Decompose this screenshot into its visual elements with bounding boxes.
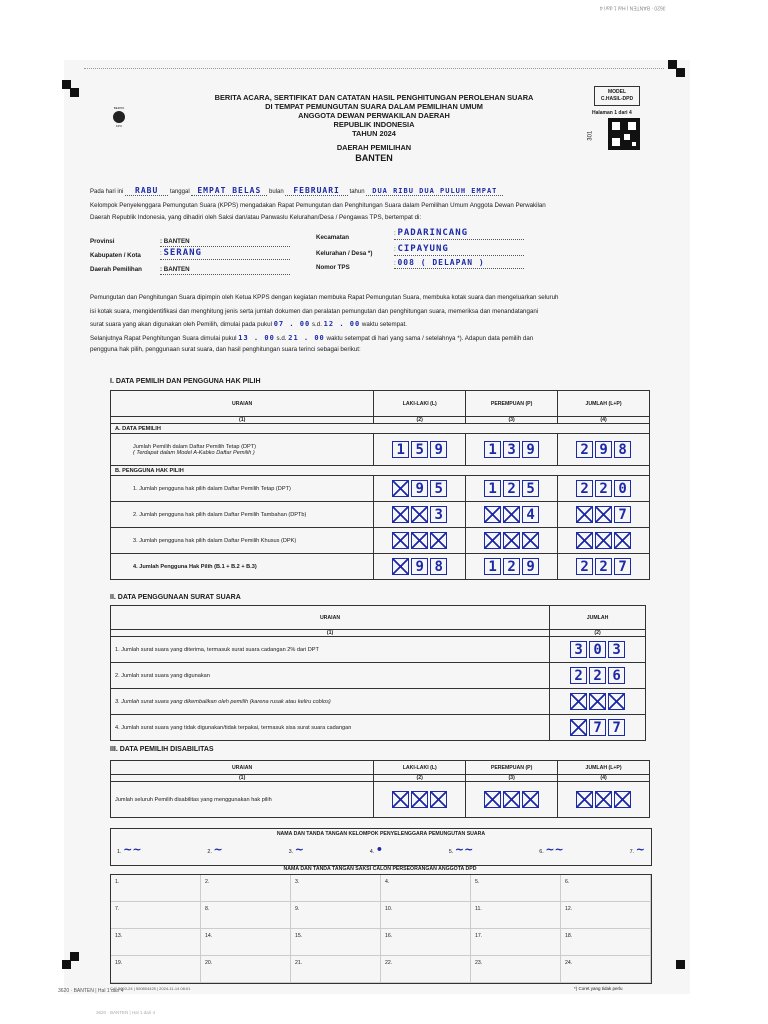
ballot-row-label: 4. Jumlah surat suara yang tidak digunakan/tidak terpakai, termasuk sisa surat suara cadangan (111, 715, 550, 741)
b4-j-cell (558, 554, 650, 580)
digit-boxes (562, 480, 645, 497)
model-line: C.HASIL-DPD (600, 95, 634, 102)
slot-number: 2. (207, 849, 212, 855)
kpu-logo: BERITA KPU (113, 106, 125, 128)
section2-title: II. DATA PENGGUNAAN SURAT SUARA (110, 594, 241, 601)
col-number: (3) (466, 417, 558, 424)
crossed-digit-box (430, 532, 447, 549)
digit-box: 0 (589, 641, 606, 658)
digit-box: 7 (608, 719, 625, 736)
col-j: JUMLAH (550, 606, 646, 630)
b2-label: 2. Jumlah pengguna hak pilih dalam Daftar Pemilih Tambahan (DPTb) (111, 502, 374, 528)
kelurahan-value: CIPAYUNG (397, 244, 449, 254)
region-label: DAERAH PEMILIHAN (336, 143, 412, 153)
saksi-slot (111, 875, 201, 902)
col-l: LAKI-LAKI (L) (374, 391, 466, 417)
qr-code (608, 118, 640, 150)
section1-title: I. DATA PEMILIH DAN PENGGUNA HAK PILIH (110, 378, 261, 385)
slot-number: 20. (205, 960, 213, 966)
digit-boxes (470, 558, 553, 575)
slot-number: 4. (369, 849, 375, 855)
crossed-digit-box (392, 532, 409, 549)
col-number: (4) (558, 417, 650, 424)
saksi-slot (111, 929, 201, 956)
crossed-digit-box (614, 791, 631, 808)
crossed-digit-box (595, 506, 612, 523)
digit-boxes (562, 791, 645, 808)
dis-j-cell (558, 782, 650, 818)
col-j: JUMLAH (L+P) (558, 391, 650, 417)
crossed-digit-box (503, 506, 520, 523)
saksi-title: NAMA DAN TANDA TANGAN SAKSI CALON PERSEORANGAN ANGGOTA DPD (283, 866, 477, 872)
col-number: (2) (550, 630, 646, 637)
crossed-digit-box (576, 791, 593, 808)
crossed-digit-box (503, 791, 520, 808)
b1-p-cell (466, 476, 558, 502)
digit-box: 1 (484, 558, 501, 575)
digit-box: 2 (595, 558, 612, 575)
kpps-slot: 5. ~~ (448, 843, 474, 856)
slot-number: 6. (539, 849, 544, 855)
slot-number: 7. (629, 849, 635, 855)
title-line: DI TEMPAT PEMUNGUTAN SUARA DALAM PEMILIHAN UMUM (265, 101, 483, 111)
registration-mark (70, 88, 79, 97)
document-title (174, 94, 574, 164)
region-value: BANTEN (355, 153, 393, 164)
slot-number: 19. (115, 960, 123, 966)
saksi-slot (381, 902, 471, 929)
col-number: (2) (374, 417, 466, 424)
saksi-slot (381, 929, 471, 956)
crossed-digit-box (570, 719, 587, 736)
digit-box: 1 (484, 441, 501, 458)
paragraph-text: surat suara yang akan digunakan oleh Pemilih, dimulai pada pukul (90, 321, 272, 328)
digit-boxes (554, 667, 641, 684)
digit-box: 3 (503, 441, 520, 458)
ballot-row-label: 2. Jumlah surat suara yang digunakan (111, 663, 550, 689)
digit-box: 9 (595, 441, 612, 458)
title-line: TAHUN 2024 (352, 128, 396, 138)
paragraph-text: Selanjutnya Rapat Penghitungan Suara dimulai pukul (90, 335, 237, 342)
year-value: DUA RIBU DUA PULUH EMPAT (366, 187, 503, 196)
digit-box: 9 (411, 480, 428, 497)
digit-box: 2 (570, 667, 587, 684)
slot-number: 17. (475, 933, 483, 939)
saksi-slot (561, 902, 651, 929)
col-number: (1) (111, 417, 374, 424)
dpt-label (111, 434, 374, 466)
crossed-digit-box (392, 506, 409, 523)
digit-boxes (562, 441, 645, 458)
col-uraian: URAIAN (111, 761, 374, 775)
digit-box: 2 (576, 441, 593, 458)
sd-label: s.d. (311, 321, 322, 328)
b3-l-cell (374, 528, 466, 554)
footer-note: *) Coret yang tidak perlu (574, 986, 623, 991)
kelurahan-label: Kelurahan / Desa *) (316, 250, 373, 257)
col-l: LAKI-LAKI (L) (374, 761, 466, 775)
slot-number: 14. (205, 933, 213, 939)
b2-p-cell (466, 502, 558, 528)
digit-boxes (378, 441, 461, 458)
date-label: tanggal (169, 189, 190, 195)
saksi-slot (471, 902, 561, 929)
provinsi-value: : BANTEN (160, 238, 290, 247)
digit-box: 0 (614, 480, 631, 497)
intro-text: Kelompok Penyelenggara Pemungutan Suara (KPPS) mengadakan Rapat Pemungutan dan Penghitungan Suara dalam Pemilihan Umum Anggota Dewan Perwakilan (90, 202, 546, 209)
col-number: (1) (111, 775, 374, 782)
col-j: JUMLAH (L+P) (558, 761, 650, 775)
saksi-slot (471, 956, 561, 983)
ballot-cell (550, 689, 646, 715)
slot-number: 3. (295, 879, 300, 885)
dpt-label-line: ( Terdapat dalam Model A-Kabko Daftar Pemilih ) (133, 449, 255, 456)
day-value: RABU (125, 186, 168, 196)
day-label: Pada hari ini (90, 189, 124, 195)
intro-line (90, 186, 670, 197)
col-number: (1) (111, 630, 550, 637)
b2-l-cell (374, 502, 466, 528)
model-line: MODEL (607, 89, 627, 95)
date-value: EMPAT BELAS (191, 186, 267, 196)
paragraph-line (90, 334, 680, 343)
digit-box: 8 (430, 558, 447, 575)
slot-number: 6. (565, 879, 570, 885)
digit-box: 7 (614, 558, 631, 575)
dis-l-cell (374, 782, 466, 818)
kecamatan-value: PADARINCANG (397, 228, 469, 238)
intro-text: Daerah Republik Indonesia, yang dihadiri oleh Saksi dan/atau Panwaslu Kelurahan/Desa / Pengawas TPS, bertempat di: (90, 214, 422, 221)
col-number: (3) (466, 775, 558, 782)
digit-box: 7 (589, 719, 606, 736)
digit-box: 5 (430, 480, 447, 497)
form-code: 301 (587, 130, 594, 141)
b4-label: 4. Jumlah Pengguna Hak Pilih (B.1 + B.2 + B.3) (111, 554, 374, 580)
digit-boxes (378, 532, 461, 549)
slot-number: 23. (475, 960, 483, 966)
paragraph-line: Pemungutan dan Penghitungan Suara dipimpin oleh Ketua KPPS dengan kegiatan membuka Rapat Pemungutan Suara, membuka kotak suara dan mengeluarkan seluruh (90, 294, 559, 301)
kpps-slot: 1. ~~ (117, 843, 142, 856)
ballot-row-label: 3. Jumlah surat suara yang dikembalikan oleh pemilih (karena rusak atau keliru coblos) (111, 689, 550, 715)
slot-number: 2. (205, 879, 210, 885)
col-uraian: URAIAN (111, 391, 374, 417)
slot-number: 18. (565, 933, 573, 939)
slot-number: 9. (295, 906, 300, 912)
ballot-cell (550, 663, 646, 689)
digit-box: 2 (576, 558, 593, 575)
digit-box: 9 (411, 558, 428, 575)
saksi-slot (291, 902, 381, 929)
slot-number: 11. (475, 906, 482, 912)
section3-title: III. DATA PEMILIH DISABILITAS (110, 746, 214, 753)
digit-boxes (378, 558, 461, 575)
crossed-digit-box (484, 506, 501, 523)
kpps-signature-row (111, 837, 651, 856)
digit-boxes (470, 441, 553, 458)
saksi-slot (561, 875, 651, 902)
digit-boxes (562, 558, 645, 575)
b3-p-cell (466, 528, 558, 554)
paragraph-line (90, 320, 674, 329)
registration-mark (676, 68, 685, 77)
kecamatan-label: Kecamatan (316, 234, 350, 241)
saksi-slot (111, 956, 201, 983)
paragraph-text: waktu setempat di hari yang sama / setelahnya *). Adapun data pemilih dan (326, 335, 534, 342)
registration-mark (70, 952, 79, 961)
document-sheet (64, 60, 690, 994)
col-p: PEREMPUAN (P) (466, 761, 558, 775)
ballot-cell (550, 637, 646, 663)
slot-number: 5. (475, 879, 480, 885)
digit-box: 7 (614, 506, 631, 523)
digit-boxes (554, 641, 641, 658)
kabupaten-field: : SERANG (160, 248, 290, 260)
dpt-j-cell (558, 434, 650, 466)
col-p: PEREMPUAN (P) (466, 391, 558, 417)
col-number: (2) (374, 775, 466, 782)
crossed-digit-box (392, 558, 409, 575)
year-label: tahun (349, 189, 365, 195)
page-top-label: 3620 · BANTEN | Hal 1 dari 4 (600, 4, 666, 11)
daerah-value: : BANTEN (160, 266, 290, 275)
bottom-label-faded: 3620 · BANTEN | Hal 1 dari 4 (96, 1010, 155, 1015)
crossed-digit-box (595, 791, 612, 808)
digit-boxes (378, 480, 461, 497)
month-value: FEBRUARI (285, 186, 348, 196)
daerah-label: Daerah Pemilihan (90, 266, 142, 273)
disability-table (110, 760, 650, 818)
crossed-digit-box (570, 693, 587, 710)
disability-row-label: Jumlah seluruh Pemilih disabilitas yang menggunakan hak pilih (111, 782, 374, 818)
slot-number: 10. (385, 906, 393, 912)
digit-box: 2 (595, 480, 612, 497)
digit-box: 1 (392, 441, 409, 458)
saksi-slot (381, 956, 471, 983)
voter-data-table (110, 390, 650, 580)
slot-number: 21. (295, 960, 303, 966)
digit-boxes (554, 719, 641, 736)
kabupaten-label: Kabupaten / Kota (90, 252, 141, 259)
digit-box: 9 (522, 558, 539, 575)
slot-number: 1. (117, 849, 122, 855)
kpps-slot: 6. ~~ (539, 843, 564, 856)
slot-number: 5. (448, 849, 454, 855)
digit-boxes (562, 506, 645, 523)
saksi-slot (201, 902, 291, 929)
saksi-slot (561, 929, 651, 956)
kelurahan-field: : CIPAYUNG (394, 244, 524, 256)
crossed-digit-box (430, 791, 447, 808)
kpps-title: NAMA DAN TANDA TANGAN KELOMPOK PENYELENGGARA PEMUNGUTAN SUARA (276, 831, 486, 837)
saksi-slot (111, 902, 201, 929)
digit-box: 4 (522, 506, 539, 523)
cut-line (84, 68, 664, 69)
crossed-digit-box (484, 791, 501, 808)
registration-mark (676, 960, 685, 969)
crossed-digit-box (411, 532, 428, 549)
digit-boxes (470, 506, 553, 523)
ballot-cell (550, 715, 646, 741)
slot-number: 16. (385, 933, 393, 939)
b3-j-cell (558, 528, 650, 554)
count-end-time: 21 . 00 (288, 334, 325, 342)
slot-number: 4. (385, 879, 390, 885)
digit-boxes (562, 532, 645, 549)
dpt-p-cell (466, 434, 558, 466)
footer-code: C-P 3620-24 | 500804425 | 2024-11-14 08:01 (110, 986, 191, 991)
tps-field: : 008 ( DELAPAN ) (394, 258, 524, 269)
digit-box: 8 (614, 441, 631, 458)
slot-number: 1. (115, 879, 120, 885)
crossed-digit-box (411, 506, 428, 523)
paragraph-line: pengguna hak pilih, penggunaan surat suara, dan hasil penghitungan suara terinci sebagai berikut: (90, 346, 361, 353)
kpps-signature-box (110, 828, 652, 866)
slot-number: 3. (288, 849, 294, 855)
crossed-digit-box (503, 532, 520, 549)
slot-number: 12. (565, 906, 573, 912)
crossed-digit-box (576, 506, 593, 523)
kpps-slot: 4. • (369, 843, 383, 856)
dis-p-cell (466, 782, 558, 818)
saksi-slot (201, 929, 291, 956)
kpps-slot: 3. ~ (288, 843, 304, 856)
section-a-title: A. DATA PEMILIH (111, 424, 650, 434)
slot-number: 8. (205, 906, 210, 912)
crossed-digit-box (522, 791, 539, 808)
title-line: ANGGOTA DEWAN PERWAKILAN DAERAH (298, 110, 450, 120)
saksi-slot (561, 956, 651, 983)
crossed-digit-box (392, 480, 409, 497)
digit-box: 2 (576, 480, 593, 497)
title-line: REPUBLIK INDONESIA (333, 119, 415, 129)
kpps-slot: 7. ~ (629, 843, 645, 856)
b2-j-cell (558, 502, 650, 528)
sd-label: s.d. (276, 335, 287, 342)
provinsi-label: Provinsi (90, 238, 115, 245)
kabupaten-value: SERANG (163, 248, 202, 258)
paragraph-text: waktu setempat. (361, 321, 407, 328)
crossed-digit-box (576, 532, 593, 549)
digit-boxes (378, 791, 461, 808)
b4-p-cell (466, 554, 558, 580)
b1-l-cell (374, 476, 466, 502)
crossed-digit-box (608, 693, 625, 710)
page-info: Halaman 1 dari 4 (592, 110, 632, 116)
slot-number: 13. (115, 933, 123, 939)
dpt-l-cell (374, 434, 466, 466)
saksi-slot (291, 956, 381, 983)
slot-number: 15. (295, 933, 303, 939)
crossed-digit-box (595, 532, 612, 549)
col-uraian: URAIAN (111, 606, 550, 630)
registration-mark (62, 960, 71, 969)
digit-box: 2 (503, 558, 520, 575)
saksi-slot (201, 875, 291, 902)
crossed-digit-box (392, 791, 409, 808)
digit-box: 5 (522, 480, 539, 497)
digit-boxes (554, 693, 641, 710)
month-label: bulan (268, 189, 284, 195)
slot-number: 24. (565, 960, 573, 966)
crossed-digit-box (589, 693, 606, 710)
crossed-digit-box (411, 791, 428, 808)
digit-boxes (470, 532, 553, 549)
digit-box: 6 (608, 667, 625, 684)
bottom-label: 3620 · BANTEN | Hal 1 dari 4 (58, 988, 124, 994)
crossed-digit-box (614, 532, 631, 549)
kpps-slot: 2. ~ (207, 843, 223, 856)
end-time: 12 . 00 (323, 320, 361, 328)
digit-box: 9 (430, 441, 447, 458)
digit-box: 3 (608, 641, 625, 658)
b1-label: 1. Jumlah pengguna hak pilih dalam Daftar Pemilih Tetap (DPT) (111, 476, 374, 502)
saksi-slot (381, 875, 471, 902)
crossed-digit-box (522, 532, 539, 549)
section-b-title: B. PENGGUNA HAK PILIH (111, 466, 650, 476)
slot-number: 7. (115, 906, 120, 912)
digit-box: 3 (430, 506, 447, 523)
paragraph-line: isi kotak suara, mengidentifikasi dan menghitung jenis serta jumlah dokumen dan peralatan pemungutan dan penghitungan suara, memeriksa dan menandatangani (90, 308, 539, 315)
digit-box: 5 (411, 441, 428, 458)
saksi-signature-grid (110, 874, 652, 984)
ballot-row-label: 1. Jumlah surat suara yang diterima, termasuk surat suara cadangan 2% dari DPT (111, 637, 550, 663)
crossed-digit-box (484, 532, 501, 549)
saksi-slot (201, 956, 291, 983)
saksi-slot (291, 929, 381, 956)
digit-boxes (378, 506, 461, 523)
digit-box: 9 (522, 441, 539, 458)
saksi-slot (471, 875, 561, 902)
digit-box: 1 (484, 480, 501, 497)
digit-box: 3 (570, 641, 587, 658)
model-box (594, 86, 640, 106)
slot-number: 22. (385, 960, 393, 966)
saksi-slot (291, 875, 381, 902)
col-number: (4) (558, 775, 650, 782)
title-line: BERITA ACARA, SERTIFIKAT DAN CATATAN HASIL PENGHITUNGAN PEROLEHAN SUARA (214, 93, 534, 102)
digit-box: 2 (589, 667, 606, 684)
b4-l-cell (374, 554, 466, 580)
saksi-slot (471, 929, 561, 956)
dpt-label-line: Jumlah Pemilih dalam Daftar Pemilih Tetap (DPT) (133, 443, 257, 450)
digit-boxes (470, 791, 553, 808)
kecamatan-field: : PADARINCANG (394, 228, 524, 240)
digit-box: 2 (503, 480, 520, 497)
b3-label: 3. Jumlah pengguna hak pilih dalam Daftar Pemilih Khusus (DPK) (111, 528, 374, 554)
tps-value: 008 ( DELAPAN ) (397, 258, 485, 267)
digit-boxes (470, 480, 553, 497)
b1-j-cell (558, 476, 650, 502)
tps-label: Nomor TPS (316, 264, 350, 271)
count-start-time: 13 . 00 (238, 334, 275, 342)
ballot-usage-table (110, 605, 646, 741)
start-time: 07 . 00 (273, 320, 311, 328)
